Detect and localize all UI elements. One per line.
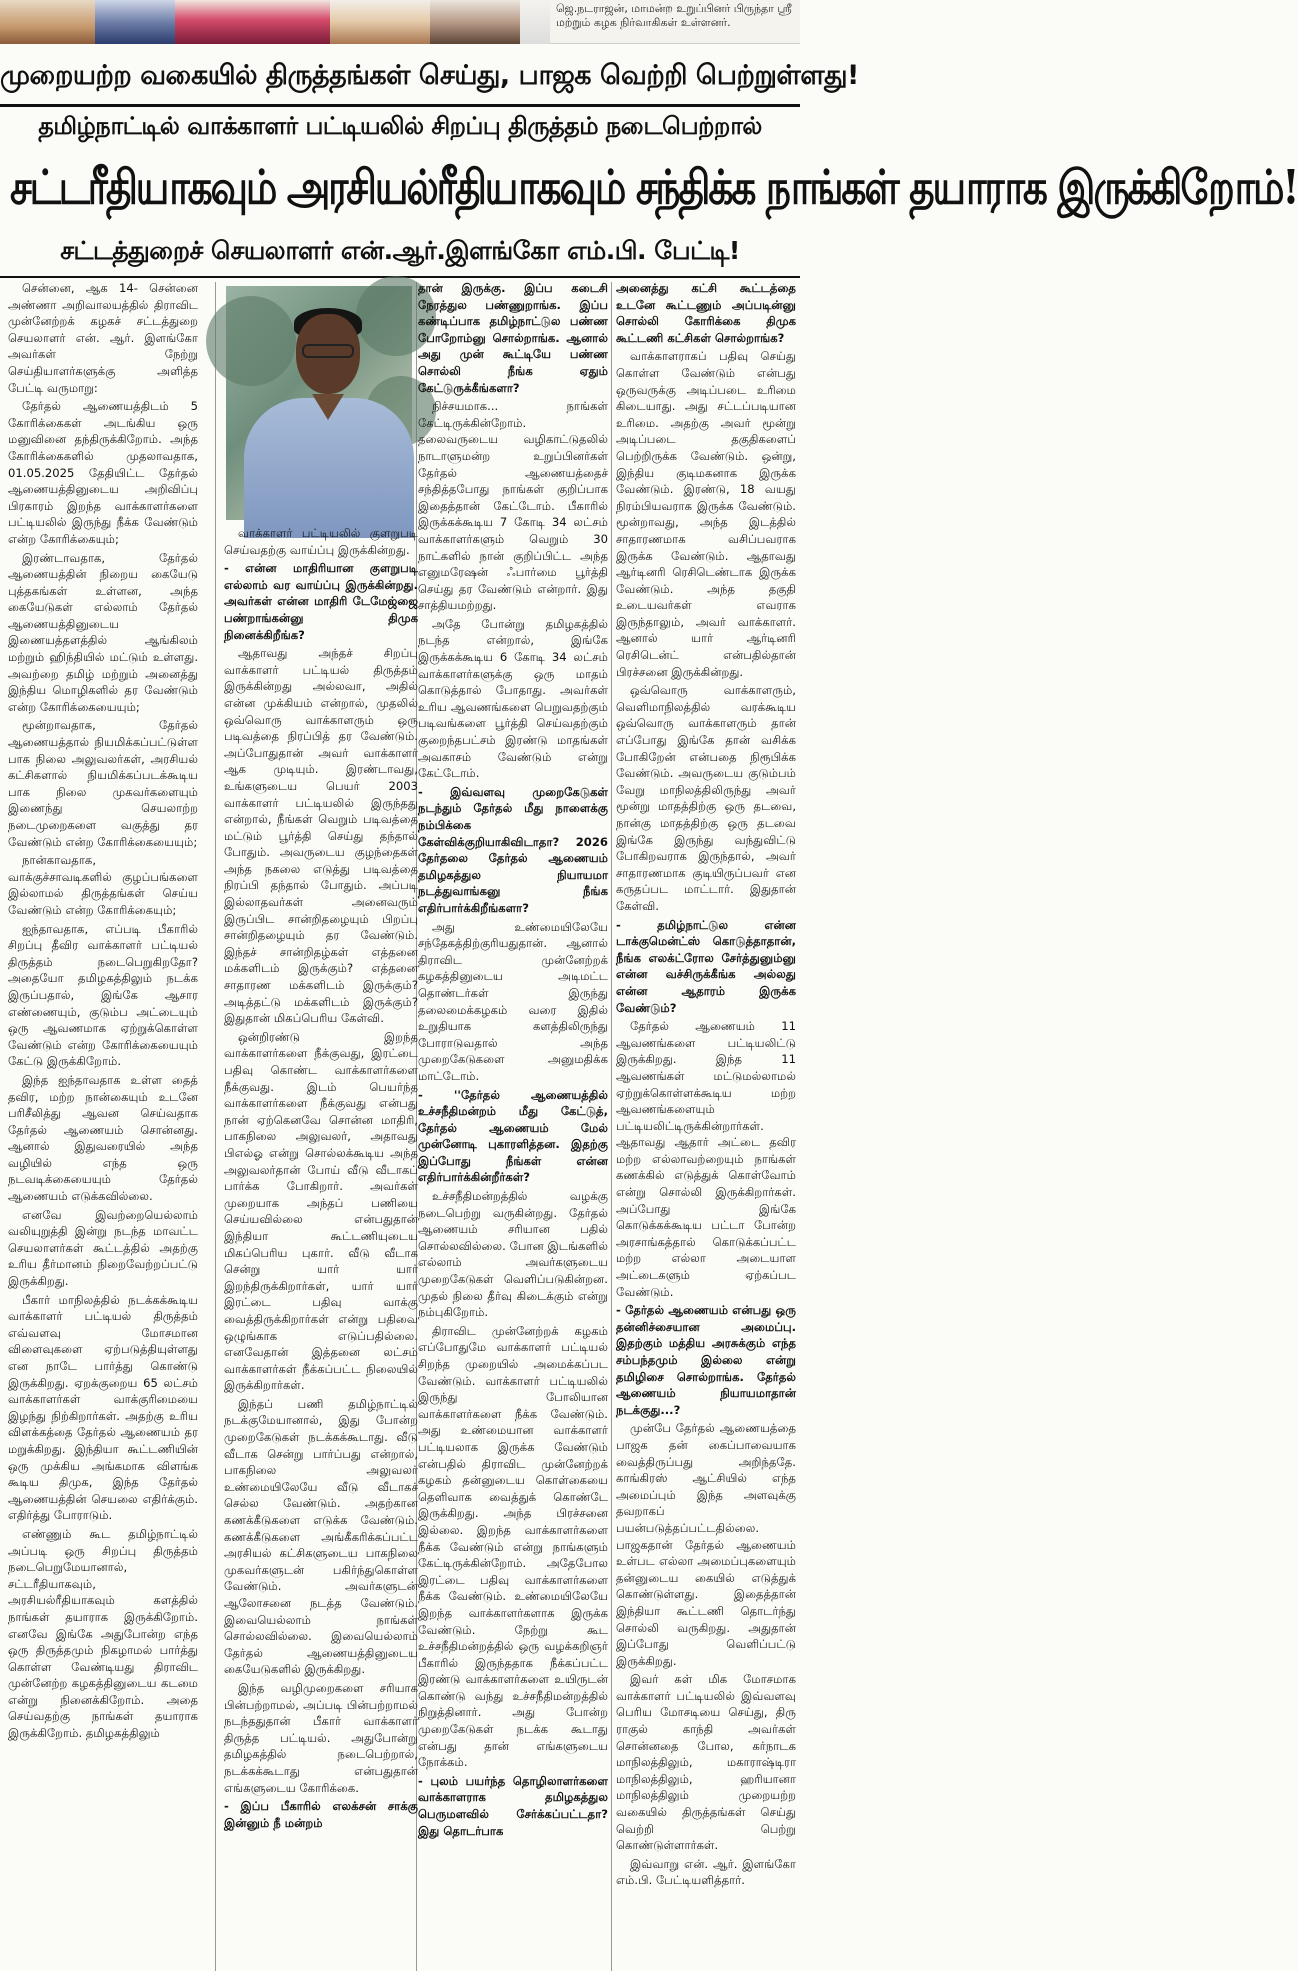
article-paragraph: எனவே இவற்றையெல்லாம் வலியுறுத்தி இன்று நடந்த மாவட்ட செயலாளர்கள் கூட்டத்தில் அதற்கு உரிய தீர்மானம் நிறைவேற்றப்பட்டு இருக்கிறது.: [8, 1207, 198, 1289]
article-column-4: [616, 280, 796, 1971]
article-paragraph: நான்காவதாக, வாக்குச்சாவடிகளில் குழப்பங்களை இல்லாமல் திருத்தங்கள் செய்ய வேண்டும் என்ற கோரிக்கையும்;: [8, 853, 198, 917]
article-column-1: [8, 280, 198, 1971]
top-photo-strip: [0, 0, 800, 44]
interview-question: - தேர்தல் ஆணையம் என்பது ஒரு தன்னிச்சையான அமைப்பு. இதற்கும் மத்திய அரசுக்கும் எந்த சம்பந்தமும் இல்லை என்று தமிழிசை சொல்றாங்க. தேர்தல் ஆணையம் நியாயமாதான் நடக்குது...?: [616, 1303, 796, 1417]
article-paragraph: நிச்சயமாக... நாங்கள் கேட்டிருக்கின்றோம். தலைவருடைய வழிகாட்டுதலில் நாடாளுமன்ற உறுப்பினர்கள் தேர்தல் ஆணையத்தைச் சந்தித்தபோது நாங்கள் குறிப்பாக இதைத்தான் கேட்டோம். பீகாரில் இருக்கக்கூடிய 7 கோடி 34 லட்சம் வாக்காளர்களும் வெறும் 30 நாட்களில் நான் குறிப்பிட்ட அந்த எனுமரேஷன் ஃபார்மை பூர்த்தி செய்து தர வேண்டும் என்றார். இது சாத்தியமற்றது.: [418, 399, 608, 613]
interview-question: அனைத்து கட்சி கூட்டத்தை உடனே கூட்டணும் அப்படின்னு சொல்லி கோரிக்கை திமுக கூட்டணி கட்சிகள் சொல்றாங்க?: [616, 281, 796, 345]
event-photo-2: [95, 0, 175, 44]
previous-article-caption: ஜெ.நடராஜன், மாமன்ற உறுப்பினர் பிருந்தா ஸ்ரீ மற்றும் கழக நிர்வாகிகள் உள்ளனர்.: [556, 2, 792, 29]
event-photo-3: [175, 0, 330, 44]
article-paragraph: தேர்தல் ஆணையம் 11 ஆவணங்களை பட்டியலிட்டு இருக்கிறது. இந்த 11 ஆவணங்கள் மட்டுமல்லாமல் ஏற்றுக்கொள்ளக்கூடிய மற்ற ஆவணங்களையும் பட்டியலிட்டிருக்கின்றார்கள். ஆதாவது ஆதார் அட்டை தவிர மற்ற எல்லாவற்றையும் நாங்கள் கணக்கில் எடுத்துக் கொள்வோம் என்று சொல்லி இருக்கிறார்கள். அப்போது இங்கே கொடுக்கக்கூடிய பட்டா போன்ற அரசாங்கத்தால் கொடுக்கப்பட்ட மற்ற எல்லா அடையாள அட்டைகளும் ஏற்கப்பட வேண்டும்.: [616, 1019, 796, 1299]
main-headline: சட்டரீதியாகவும் அரசியல்ரீதியாகவும் சந்திக்க நாங்கள் தயாராக இருக்கிறோம்!: [10, 160, 1298, 216]
article-paragraph: இரண்டாவதாக, தேர்தல் ஆணையத்தின் நிறைய கையேடு புத்தகங்கள் உள்ளன, அந்த கையேடுகள் எல்லாம் தேர்தல் ஆணையத்தினுடைய இணையத்தளத்தில் ஆங்கிலம் மற்றும் ஹிந்தியில் மட்டும் உள்ளது. அவற்றை தமிழ் மற்றும் அனைத்து இந்திய மொழிகளில் தர வேண்டும் என்ற கோரிக்கையையும்;: [8, 550, 198, 714]
article-paragraph: ஒன்றிரண்டு இறந்த வாக்காளர்களை நீக்குவது, இரட்டை பதிவு கொண்ட வாக்காளர்களை நீக்குவது. இடம் பெயர்ந்த வாக்காளர்களை நீக்குவது என்பது நான் ஏற்கெனவே சொன்ன மாதிரி, பாகநிலை அலுவலர், அதாவது பிஎல்ஓ என்று சொல்லக்கூடிய அந்த அலுவலர்தான் போய் வீடு வீடாகப் பார்க்க போகிறார். அவர்கள் முறையாக அந்தப் பணியை செய்யவில்லை என்பதுதான் இந்தியா கூட்டணியுடைய மிகப்பெரிய புகார். வீடு வீடாக சென்று யார் யார் இறந்திருக்கிறார்கள், யார் யார் இரட்டை பதிவு வாக்கு வைத்திருக்கிறார்கள் என்று பதிவை ஒழுங்காக எடுப்பதில்லை. எனவேதான் இத்தனை லட்சம் வாக்காளர்கள் நீக்கப்பட்ட நிலையில் இருக்கிறார்கள்.: [224, 1029, 418, 1393]
event-photo-6: [520, 0, 550, 44]
article-paragraph: வாக்காளர் பட்டியலில் குளறுபடி செய்வதற்கு வாய்ப்பு இருக்கின்றது.: [224, 526, 418, 557]
kicker-headline-1: முறையற்ற வகையில் திருத்தங்கள் செய்து, பாஜக வெற்றி பெற்றுள்ளது!: [0, 60, 859, 91]
interview-question: - இவ்வளவு முறைகேடுகள் நடந்தும் தேர்தல் மீது நாளைக்கு நம்பிக்கை கேள்விக்குறியாகிவிடாதா? 2026 தேர்தலை தேர்தல் ஆணையம் தமிழகத்துல நியாயமா நடத்துவாங்கனு நீங்க எதிர்பார்க்கிறீங்களா?: [418, 784, 608, 915]
subheadline: சட்டத்துறைச் செயலாளர் என்.ஆர்.இளங்கோ எம்.பி. பேட்டி!: [60, 236, 740, 265]
article-paragraph: இந்த வழிமுறைகளை சரியாக பின்பற்றாமல், அப்படி பின்பற்றாமல் நடந்ததுதான் பீகார் வாக்காளர் திருத்த பட்டியல். அதுபோன்று தமிழகத்தில் நடைபெற்றால், நடக்கக்கூடாது என்பதுதான் எங்களுடைய கோரிக்கை.: [224, 1680, 418, 1795]
article-paragraph: இவர் கள் மிக மோசமாக வாக்காளர் பட்டியலில் இவ்வளவு பெரிய மோசடியை செய்து, திரு ராகுல் காந்தி அவர்கள் சொன்னதை போல, கர்நாடக மாநிலத்திலும், மகாராஷ்டிரா மாநிலத்திலும், ஹரியானா மாநிலத்திலும் முறையற்ற வகையில் திருத்தங்கள் செய்து வெற்றி பெற்று கொண்டுள்ளார்கள்.: [616, 1672, 796, 1853]
interview-question: - என்ன மாதிரியான குளறுபடி எல்லாம் வர வாய்ப்பு இருக்கின்றது. அவர்கள் என்ன மாதிரி டேமேஜ்ஜை பண்றாங்கன்னு திமுக நினைக்கிறீங்க?: [224, 561, 418, 642]
event-photo-4: [330, 0, 430, 44]
article-paragraph: திராவிட முன்னேற்றக் கழகம் எப்போதுமே வாக்காளர் பட்டியல் சிறந்த முறையில் அமைக்கப்பட வேண்டும். வாக்காளர் பட்டியலில் இருந்து போலியான வாக்காளர்களை நீக்க வேண்டும். அது உண்மையான வாக்காளர் பட்டியலாக இருக்க வேண்டும் என்பதில் திராவிட முன்னேற்றக் கழகம் தன்னுடைய கொள்கையை தெளிவாக வைத்துக் கொண்டே இருக்கிறது. அந்த பிரச்சனை இல்லை. இறந்த வாக்காளர்களை நீக்க வேண்டும் என்று நாங்களும் கேட்டிருக்கின்றோம். அதேபோல இரட்டை பதிவு வாக்காளர்களை நீக்க வேண்டும். உண்மையிலேயே இறந்த வாக்காளர்களாக இருக்க வேண்டும். நேற்று கூட உச்சநீதிமன்றத்தில் ஒரு வழக்கறிஞர் பீகாரில் இருந்ததாக நீக்கப்பட்ட இரண்டு வாக்காளர்களை உயிருடன் கொண்டு வந்து உச்சநீதிமன்றத்தில் நிறுத்தினார். அது போன்ற முறைகேடுகள் நடக்க கூடாது என்பது தான் எங்களுடைய நோக்கம்.: [418, 1323, 608, 1770]
kicker-headline-2: தமிழ்நாட்டில் வாக்காளர் பட்டியலில் சிறப்பு திருத்தம் நடைபெற்றால்: [38, 112, 762, 140]
article-paragraph: முன்பே தேர்தல் ஆணையத்தை பாஜக தன் கைப்பாவையாக வைத்திருப்பது அறிந்ததே. காங்கிரஸ் ஆட்சியில் எந்த அமைப்பும் இந்த அளவுக்கு தவறாகப் பயன்படுத்தப்பட்டதில்லை. பாஜகதான் தேர்தல் ஆணையம் உள்பட எல்லா அமைப்புகளையும் தன்னுடைய கையில் எடுத்துக் கொண்டுள்ளது. இதைத்தான் இந்தியா கூட்டணி தொடர்ந்து சொல்லி வருகிறது. அதுதான் இப்போது வெளிப்பட்டு இருக்கிறது.: [616, 1421, 796, 1668]
article-column-3: [418, 280, 608, 1971]
event-photo-1: [0, 0, 95, 44]
article-paragraph: இந்தப் பணி தமிழ்நாட்டில் நடக்குமேயானால், இது போன்ற முறைகேடுகள் நடக்கக்கூடாது. வீடு வீடாக சென்று பார்ப்பது என்றால், பாகநிலை அலுவலர் உண்மையிலேயே வீடு வீடாகச் செல்ல வேண்டும். அதற்கான கணக்கீடுகளை எடுக்க வேண்டும். கணக்கீடுகளை அங்கீகரிக்கப்பட்ட அரசியல் கட்சிகளுடைய பாகநிலை முகவர்களுடன் பகிர்ந்துகொள்ள வேண்டும். அவர்களுடன் ஆலோசனை நடத்த வேண்டும். இவையெல்லாம் நாங்கள் சொல்லவில்லை. இவையெல்லாம் தேர்தல் ஆணையத்தினுடைய கையேடுகளில் இருக்கிறது.: [224, 1396, 418, 1677]
article-paragraph: சென்னை, ஆக 14- சென்னை அண்ணா அறிவாலயத்தில் திராவிட முன்னேற்றக் கழகச் சட்டத்துறை செயலாளர் என். ஆர். இளங்கோ அவர்கள் நேற்று செய்தியாளர்களுக்கு அளித்த பேட்டி வருமாறு:: [8, 281, 198, 395]
article-paragraph: இந்த ஐந்தாவதாக உள்ள தைத் தவிர, மற்ற நான்கையும் உடனே பரிசீலித்து ஆவன செய்வதாக தேர்தல் ஆணையம் சொன்னது. ஆனால் இதுவரையில் அந்த வழியில் எந்த ஒரு நடவடிக்கையையும் தேர்தல் ஆணையம் எடுக்கவில்லை.: [8, 1072, 198, 1204]
article-column-2: [224, 525, 418, 1971]
article-paragraph: அதே போன்று தமிழகத்தில் நடந்த என்றால், இங்கே இருக்கக்கூடிய 6 கோடி 34 லட்சம் வாக்காளர்களுக்கு ஒரு மாதம் கொடுத்தால் போதாது. அவர்கள் உரிய ஆவணங்களை பெறுவதற்கும் படிவங்களை பூர்த்தி செய்வதற்கும் குறைந்தபட்சம் இரண்டு மாதங்கள் அவகாசம் வேண்டும் என்று கேட்டோம்.: [418, 616, 608, 781]
article-paragraph: பீகார் மாநிலத்தில் நடக்கக்கூடிய வாக்காளர் பட்டியல் திருத்தம் எவ்வளவு மோசமான விளைவுகளை ஏற்படுத்தியுள்ளது என நாடே பார்த்து கொண்டு இருக்கிறது. ஏறக்குறைய 65 லட்சம் வாக்காளர்கள் வாக்குரிமையை இழந்து நிற்கிறார்கள். அதற்கு உரிய விளக்கத்தை தேர்தல் ஆணையம் தர மறுக்கிறது. இந்தியா கூட்டணியின் ஒரு முக்கிய அங்கமாக விளங்க கூடிய திமுக, இந்த தேர்தல் ஆணையத்தின் செயலை எதிர்க்கும். எதிர்த்து போராடும்.: [8, 1292, 198, 1523]
article-paragraph: ஆதாவது அந்தச் சிறப்பு வாக்காளர் பட்டியல் திருத்தம் இருக்கின்றது அல்லவா, அதில் என்ன முக்கியம் என்றால், முதலில் ஒவ்வொரு வாக்காளரும் ஒரு படிவத்தை நிரப்பித் தர வேண்டும். அப்போதுதான் அவர் வாக்காளர் ஆக முடியும். இரண்டாவது, உங்களுடைய பெயர் 2003 வாக்காளர் பட்டியலில் இருந்தது என்றால், நீங்கள் வெறும் படிவத்தை மட்டும் பூர்த்தி செய்து தந்தால் போதும். அவருடைய குழந்தைகள் அந்த நகலை எடுத்து படிவத்தை நிரப்பி தந்தால் போதும். அப்படி இல்லாதவர்கள் அனைவரும் இருப்பிட சான்றிதழையும் பிறப்பு சான்றிதழையும் தர வேண்டும். இந்தச் சான்றிதழ்கள் எத்தனை மக்களிடம் இருக்கும்? எத்தனை சாதாரண மக்களிடம் இருக்கும்? அடித்தட்டு மக்களிடம் இருக்கும்? இதுதான் மிகப்பெரிய கேள்வி.: [224, 646, 418, 1026]
interview-question: - புலம் பயர்ந்த தொழிலாளர்களை வாக்காளராக தமிழகத்துல பெருமளவில் சேர்க்கப்பட்டதா? இது தொடர்பாக: [418, 1773, 608, 1838]
interview-question: தான் இருக்கு. இப்ப கடைசி நேரத்துல பண்ணுறாங்க. இப்ப கண்டிப்பாக தமிழ்நாட்டுல பண்ண போறோம்னு சொல்றாங்க. ஆனால் அது முன் கூட்டியே பண்ண சொல்லி நீங்க ஏதும் கேட்டுருக்கீங்களா?: [418, 281, 608, 395]
article-paragraph: இவ்வாறு என். ஆர். இளங்கோ எம்.பி. பேட்டியளித்தார்.: [616, 1856, 796, 1888]
article-paragraph: மூன்றாவதாக, தேர்தல் ஆணையத்தால் நியமிக்கப்பட்டுள்ள பாக நிலை அலுவலர்கள், அரசியல் கட்சிகளால் நியமிக்கப்படக்கூடிய பாக நிலை முகவர்களையும் இணைந்து செயலாற்ற நடைமுறைகளை வகுத்து தர வேண்டும் என்ற கோரிக்கையையும்;: [8, 718, 198, 849]
interview-question: - தமிழ்நாட்டுல என்ன டாக்குமென்ட்ஸ் கொடுத்தாதான், நீங்க எலக்ட்ரோல சேர்த்துனும்னு என்ன வச்சிருக்கீங்க அல்லது என்ன ஆதாரம் இருக்க வேண்டும்?: [616, 917, 796, 1015]
article-paragraph: ஒவ்வொரு வாக்காளரும், வெளிமாநிலத்தில் வரக்கூடிய ஒவ்வொரு வாக்காளரும் தான் எப்போது இங்கே தான் வசிக்க போகிறேன் என்பதை நிரூபிக்க வேண்டும். அவருடைய குடும்பம் வேறு மாநிலத்திலிருந்து அவர் மூன்று மாதத்திற்கு ஒரு தடவை, நான்கு மாதத்திற்கு ஒரு தடவை இங்கே இருந்து வந்துவிட்டு போகிறவராக இருந்தால், அவர் சாதாரணமாக குடியிருப்பவர் என கருதப்பட மாட்டார். இதுதான் கேள்வி.: [616, 683, 796, 913]
article-paragraph: தேர்தல் ஆணையத்திடம் 5 கோரிக்கைகள் அடங்கிய ஒரு மனுவினை தந்திருக்கிறோம். அந்த கோரிக்கைகளில் முதலாவதாக, 01.05.2025 தேதியிட்ட தேர்தல் ஆணையத்தினுடைய அறிவிப்பு பிரகாரம் இறந்த வாக்காளர்களை பட்டியலில் இருந்து நீக்க வேண்டும் என்ற கோரிக்கையும்;: [8, 399, 198, 546]
speaker-portrait-photo: [226, 286, 412, 520]
article-paragraph: எண்ணும் கூட தமிழ்நாட்டில் அப்படி ஒரு சிறப்பு திருத்தம் நடைபெறுமேயானால், சட்டரீதியாகவும், அரசியல்ரீதியாகவும் களத்தில் நாங்கள் தயாராக இருக்கிறோம். எனவே இங்கே அதுபோன்ற எந்த ஒரு திருத்தமும் நிகழாமல் பார்த்து கொள்ள வேண்டியது திராவிட முன்னேற்ற கழகத்தினுடைய கடமை என்று நினைக்கிறோம். அதை செய்வதற்கு நாங்கள் தயாராக இருக்கிறோம். தமிழகத்திலும்: [8, 1526, 198, 1741]
article-paragraph: அது உண்மையிலேயே சந்தேகத்திற்குரியதுதான். ஆனால் திராவிட முன்னேற்றக் கழகத்தினுடைய அடிமட்ட தொண்டர்கள் இருந்து தலைமைக்கழகம் வரை இதில் உறுதியாக களத்திலிருந்து போராடுவதால் அந்த முறைகேடுகளை அனுமதிக்க மாட்டோம்.: [418, 919, 608, 1083]
article-paragraph: வாக்காளராகப் பதிவு செய்து கொள்ள வேண்டும் என்பது ஒருவருக்கு அடிப்படை உரிமை கிடையாது. அது சட்டப்படியான உரிமை. அதற்கு அவர் மூன்று அடிப்படை தகுதிகளைப் பெற்றிருக்க வேண்டும். ஒன்று, இந்திய குடிமகனாக இருக்க வேண்டும். இரண்டு, 18 வயது நிரம்பியவராக இருக்க வேண்டும். மூன்றாவது, அந்த இடத்தில் சாதாரணமாக வசிப்பவராக இருக்க வேண்டும். ஆதாவது ஆர்டினரி ரெசிடெண்டாக இருக்க வேண்டும். அந்த தகுதி உடையவர்கள் எவராக இருந்தாலும், அவர் வாக்காளர். ஆனால் யார் ஆர்டினரி ரெசிடென்ட் என்பதில்தான் பிரச்சனை இருக்கின்றது.: [616, 349, 796, 679]
interview-question: - இப்ப பீகாரில் எலக்சன் சாக்கு இன்னும் நீ மன்றம்: [224, 1799, 418, 1830]
interview-question: - ''தேர்தல் ஆணையத்தில் உச்சநீதிமன்றம் மீது கேட்டுத், தேர்தல் ஆணையம் மேல் முன்னோடி புகாரளித்தன. இதற்கு இப்போது நீங்கள் என்ன எதிர்பார்க்கின்றீர்கள்?: [418, 1087, 608, 1185]
divider: [0, 104, 800, 107]
column-divider: [611, 282, 612, 1971]
column-divider: [215, 282, 216, 1971]
article-paragraph: உச்சநீதிமன்றத்தில் வழக்கு நடைபெற்று வருகின்றது. தேர்தல் ஆணையம் சரியான பதில் சொல்லவில்லை. போன இடங்களில் எல்லாம் அவர்களுடைய முறைகேடுகள் வெளிப்படுகின்றன. முதல் நிலை தீர்வு கிடைக்கும் என்று நம்புகிறோம்.: [418, 1189, 608, 1320]
event-photo-5: [430, 0, 520, 44]
article-paragraph: ஐந்தாவதாக, எப்படி பீகாரில் சிறப்பு தீவிர வாக்காளர் பட்டியல் திருத்தம் நடைபெறுகிறதோ? அதையோ தமிழகத்திலும் நடக்க இருப்பதால், இங்கே ஆசார எண்ணையும், குடும்ப அட்டையும் ஒரு ஆவணமாக ஏற்றுக்கொள்ள வேண்டும் என்ற கோரிக்கையையும் கேட்டு இருக்கிறோம்.: [8, 921, 198, 1069]
